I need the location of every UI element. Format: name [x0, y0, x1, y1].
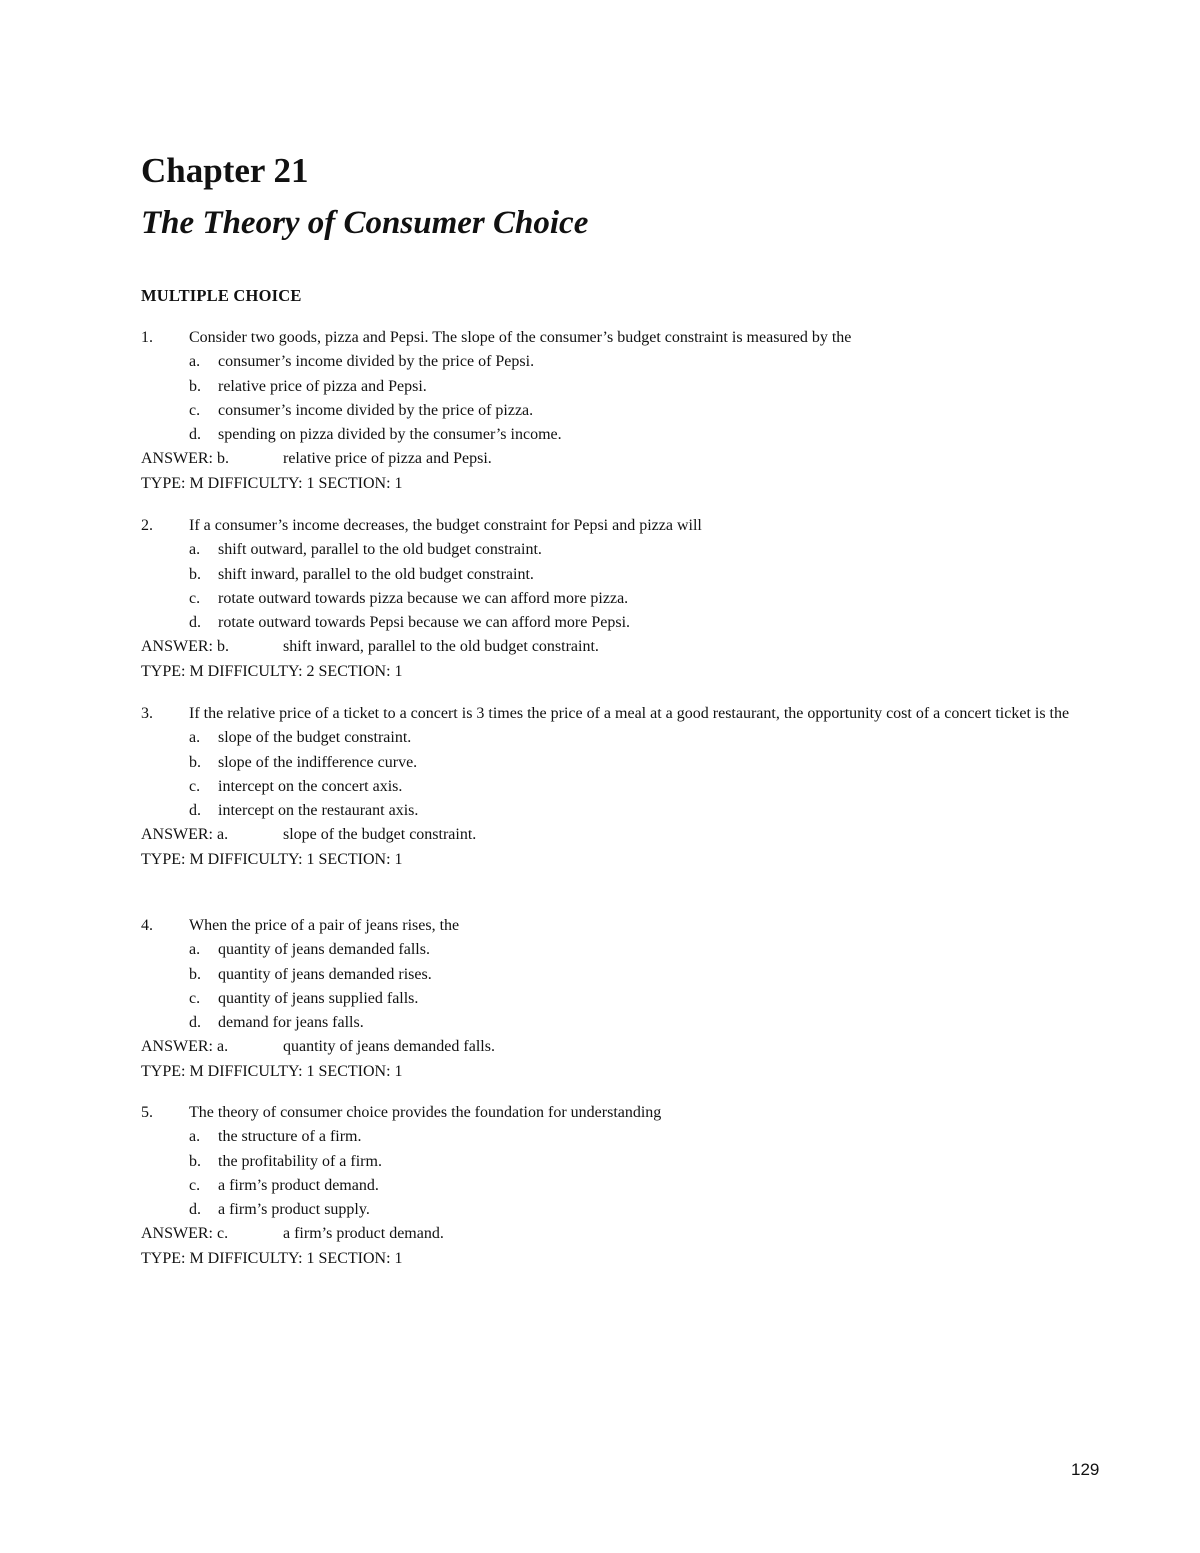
choice-letter: d. — [189, 1201, 201, 1219]
choice-d — [141, 611, 1101, 635]
question-text: When the price of a pair of jeans rises, the — [189, 917, 460, 934]
choice-c — [141, 1174, 1101, 1198]
question-2 — [141, 514, 1101, 684]
answer-label: ANSWER: c. — [141, 1225, 229, 1243]
choice-a — [141, 538, 1101, 562]
answer-text: a firm’s product demand. — [283, 1225, 444, 1243]
question-4 — [141, 914, 1101, 1084]
choice-text: consumer’s income divided by the price of pizza. — [218, 401, 534, 419]
choice-letter: c. — [189, 1176, 201, 1194]
chapter-subtitle: The Theory of Consumer Choice — [141, 205, 589, 241]
answer-line — [141, 447, 1101, 471]
choice-text: shift inward, parallel to the old budget constraint. — [218, 565, 534, 583]
page-number: 129 — [1071, 1460, 1100, 1479]
question-number: 2. — [141, 517, 153, 534]
question-text: If a consumer’s income decreases, the budget constraint for Pepsi and pizza will — [189, 517, 702, 534]
choice-text: consumer’s income divided by the price of Pepsi. — [218, 353, 535, 371]
choice-text: a firm’s product supply. — [218, 1201, 370, 1219]
choice-letter: d. — [189, 426, 201, 444]
choice-letter: b. — [189, 753, 201, 771]
answer-line — [141, 1035, 1101, 1059]
choice-b — [141, 375, 1101, 399]
type-line: TYPE: M DIFFICULTY: 1 SECTION: 1 — [141, 474, 403, 492]
choice-text: shift outward, parallel to the old budget constraint. — [218, 541, 542, 559]
choice-letter: a. — [189, 541, 201, 559]
choice-text: quantity of jeans supplied falls. — [218, 989, 419, 1007]
choice-b — [141, 963, 1101, 987]
choice-b — [141, 563, 1101, 587]
question-number: 3. — [141, 705, 153, 722]
choice-d — [141, 423, 1101, 447]
choice-letter: c. — [189, 589, 201, 607]
answer-label: ANSWER: b. — [141, 450, 229, 468]
question-text: The theory of consumer choice provides the foundation for understanding — [189, 1104, 662, 1121]
choice-letter: c. — [189, 989, 201, 1007]
choice-letter: a. — [189, 353, 201, 371]
choice-text: intercept on the restaurant axis. — [218, 802, 419, 820]
choice-text: quantity of jeans demanded falls. — [218, 941, 430, 959]
choice-text: spending on pizza divided by the consumer’s income. — [218, 426, 562, 444]
choice-d — [141, 799, 1101, 823]
question-number: 4. — [141, 917, 153, 934]
choice-letter: c. — [189, 401, 201, 419]
answer-line — [141, 823, 1101, 847]
choice-text: quantity of jeans demanded rises. — [218, 965, 432, 983]
choice-letter: d. — [189, 1014, 201, 1032]
choice-text: a firm’s product demand. — [218, 1176, 379, 1194]
choice-letter: b. — [189, 1152, 201, 1170]
choice-a — [141, 1125, 1101, 1149]
question-3 — [141, 702, 1101, 872]
type-line: TYPE: M DIFFICULTY: 2 SECTION: 1 — [141, 662, 403, 680]
choice-b — [141, 1150, 1101, 1174]
choice-text: rotate outward towards pizza because we can afford more pizza. — [218, 589, 629, 607]
choice-letter: a. — [189, 1128, 201, 1146]
choice-c — [141, 587, 1101, 611]
answer-line — [141, 635, 1101, 659]
choice-letter: c. — [189, 777, 201, 795]
answer-text: quantity of jeans demanded falls. — [283, 1038, 495, 1056]
choice-text: rotate outward towards Pepsi because we can afford more Pepsi. — [218, 614, 631, 632]
answer-label: ANSWER: a. — [141, 1038, 229, 1056]
choice-a — [141, 726, 1101, 750]
choice-letter: b. — [189, 965, 201, 983]
question-stem — [141, 1101, 1101, 1125]
type-line: TYPE: M DIFFICULTY: 1 SECTION: 1 — [141, 1062, 403, 1080]
question-text: If the relative price of a ticket to a concert is 3 times the price of a meal at a good restaurant, the opportunity cost of a concert ticket is the — [189, 705, 1070, 722]
choice-text: intercept on the concert axis. — [218, 777, 403, 795]
choice-c — [141, 775, 1101, 799]
question-stem — [141, 326, 1101, 350]
section-heading: MULTIPLE CHOICE — [141, 286, 302, 305]
question-stem — [141, 514, 1101, 538]
choice-text: relative price of pizza and Pepsi. — [218, 377, 427, 395]
answer-text: slope of the budget constraint. — [283, 826, 477, 844]
choice-letter: b. — [189, 377, 201, 395]
answer-text: shift inward, parallel to the old budget constraint. — [283, 638, 599, 656]
question-1 — [141, 326, 1101, 496]
question-stem — [141, 914, 1101, 938]
choice-text: slope of the budget constraint. — [218, 729, 412, 747]
answer-text: relative price of pizza and Pepsi. — [283, 450, 492, 468]
choice-text: slope of the indifference curve. — [218, 753, 418, 771]
choice-a — [141, 938, 1101, 962]
choice-c — [141, 987, 1101, 1011]
choice-letter: b. — [189, 565, 201, 583]
question-stem — [141, 702, 1101, 726]
question-number: 5. — [141, 1104, 153, 1121]
choice-d — [141, 1198, 1101, 1222]
choice-text: the structure of a firm. — [218, 1128, 362, 1146]
answer-label: ANSWER: b. — [141, 638, 229, 656]
choice-c — [141, 399, 1101, 423]
question-text: Consider two goods, pizza and Pepsi. The slope of the consumer’s budget constraint is measured by the — [189, 329, 852, 346]
chapter-title: Chapter 21 — [141, 151, 309, 190]
choice-d — [141, 1011, 1101, 1035]
choice-a — [141, 350, 1101, 374]
question-5 — [141, 1101, 1101, 1271]
choice-letter: a. — [189, 941, 201, 959]
choice-letter: a. — [189, 729, 201, 747]
type-line: TYPE: M DIFFICULTY: 1 SECTION: 1 — [141, 850, 403, 868]
choice-text: demand for jeans falls. — [218, 1014, 364, 1032]
answer-line — [141, 1222, 1101, 1246]
question-number: 1. — [141, 329, 153, 346]
choice-b — [141, 751, 1101, 775]
type-line: TYPE: M DIFFICULTY: 1 SECTION: 1 — [141, 1249, 403, 1267]
choice-letter: d. — [189, 614, 201, 632]
choice-letter: d. — [189, 802, 201, 820]
answer-label: ANSWER: a. — [141, 826, 229, 844]
choice-text: the profitability of a firm. — [218, 1152, 382, 1170]
